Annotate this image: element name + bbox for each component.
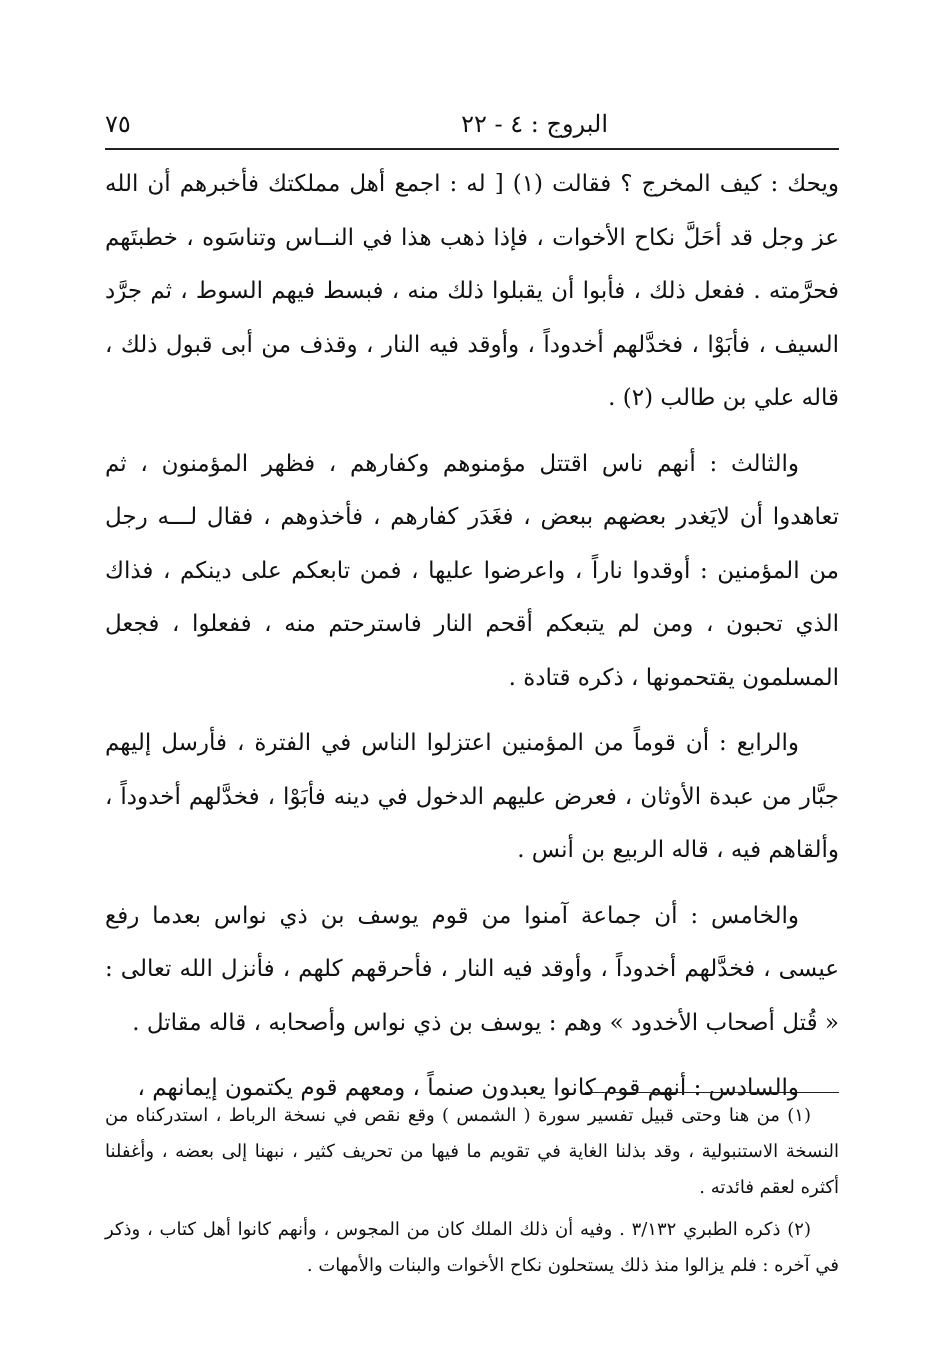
- footnote-divider: [585, 1092, 839, 1093]
- paragraph: والخامس : أن جماعة آمنوا من قوم يوسف بن ذي نواس بعدما رفع عيسى ، فخدَّلهم أخدوداً ، وأوقد فيه النار ، فأحرقهم كلهم ، فأنزل الله تعالى : « قُتل أصحاب الأخدود » وهم : يوسف بن ذي نواس وأصحابه ، قاله مقاتل .: [105, 902, 839, 1036]
- footnotes: [105, 1098, 839, 1290]
- page-header: [105, 104, 838, 144]
- paragraph: والرابع : أن قوماً من المؤمنين اعتزلوا الناس في الفترة ، فأرسل إليهم جبَّار من عبدة الأوثان ، فعرض عليهم الدخول في دينه فأبَوْا ، فخدَّلهم أخدوداً ، وألقاهم فيه ، قاله الربيع بن أنس .: [105, 730, 839, 863]
- paragraph: والسادس : أنهم قوم كانوا يعبدون صنماً ، ومعهم قوم يكتمون إيمانهم ،: [137, 1075, 799, 1101]
- running-title: البروج : ٤ - ٢٢: [461, 110, 608, 138]
- footnote-1: (١) من هنا وحتى قبيل تفسير سورة ( الشمس ) وقع نقص في نسخة الرباط ، استدركناه من النسخة الاستنبولية ، وقد بذلنا الغاية في تقويم ما فيها من تحريف كثير ، نبهنا إلى بعضه ، وأغفلنا أكثره لعقم فائدته .: [105, 1105, 839, 1198]
- paragraph: والثالث : أنهم ناس اقتتل مؤمنوهم وكفارهم ، فظهر المؤمنون ، ثم تعاهدوا أن لايَغدر بعضهم ببعض ، فغَدَر كفارهم ، فأخذوهم ، فقال لـــه رجل من المؤمنين : أوقدوا ناراً ، واعرضوا عليها ، فمن تابعكم على دينكم ، فذاك الذي تحبون ، ومن لم يتبعكم أقحم النار فاسترحتم منه ، ففعلوا ، فجعل المسلمون يقتحمونها ، ذكره قتادة .: [105, 450, 839, 691]
- paragraph: ويحك : كيف المخرج ؟ فقالت (١) [ له : اجمع أهل مملكتك فأخبرهم أن الله عز وجل قد أحَلَّ نكاح الأخوات ، فإذا ذهب هذا في النــاس وتناسَوه ، خطبتَهم فحرَّمته . ففعل ذلك ، فأبوا أن يقبلوا ذلك منه ، فبسط فيهم السوط ، ثم جرَّد السيف ، فأبَوْا ، فخدَّلهم أخدوداً ، وأوقد فيه النار ، وقذف من أبى قبول ذلك ، قاله علي بن طالب (٢) .: [105, 171, 839, 411]
- footnote-2: (٢) ذكره الطبري ٣/١٣٢ . وفيه أن ذلك الملك كان من المجوس ، وأنهم كانوا أهل كتاب ، وذكر في آخره : فلم يزالوا منذ ذلك يستحلون نكاح الأخوات والبنات والأمهات .: [105, 1219, 839, 1276]
- header-divider: [105, 148, 839, 150]
- main-text: [105, 158, 839, 1128]
- page-number: ٧٥: [105, 110, 131, 138]
